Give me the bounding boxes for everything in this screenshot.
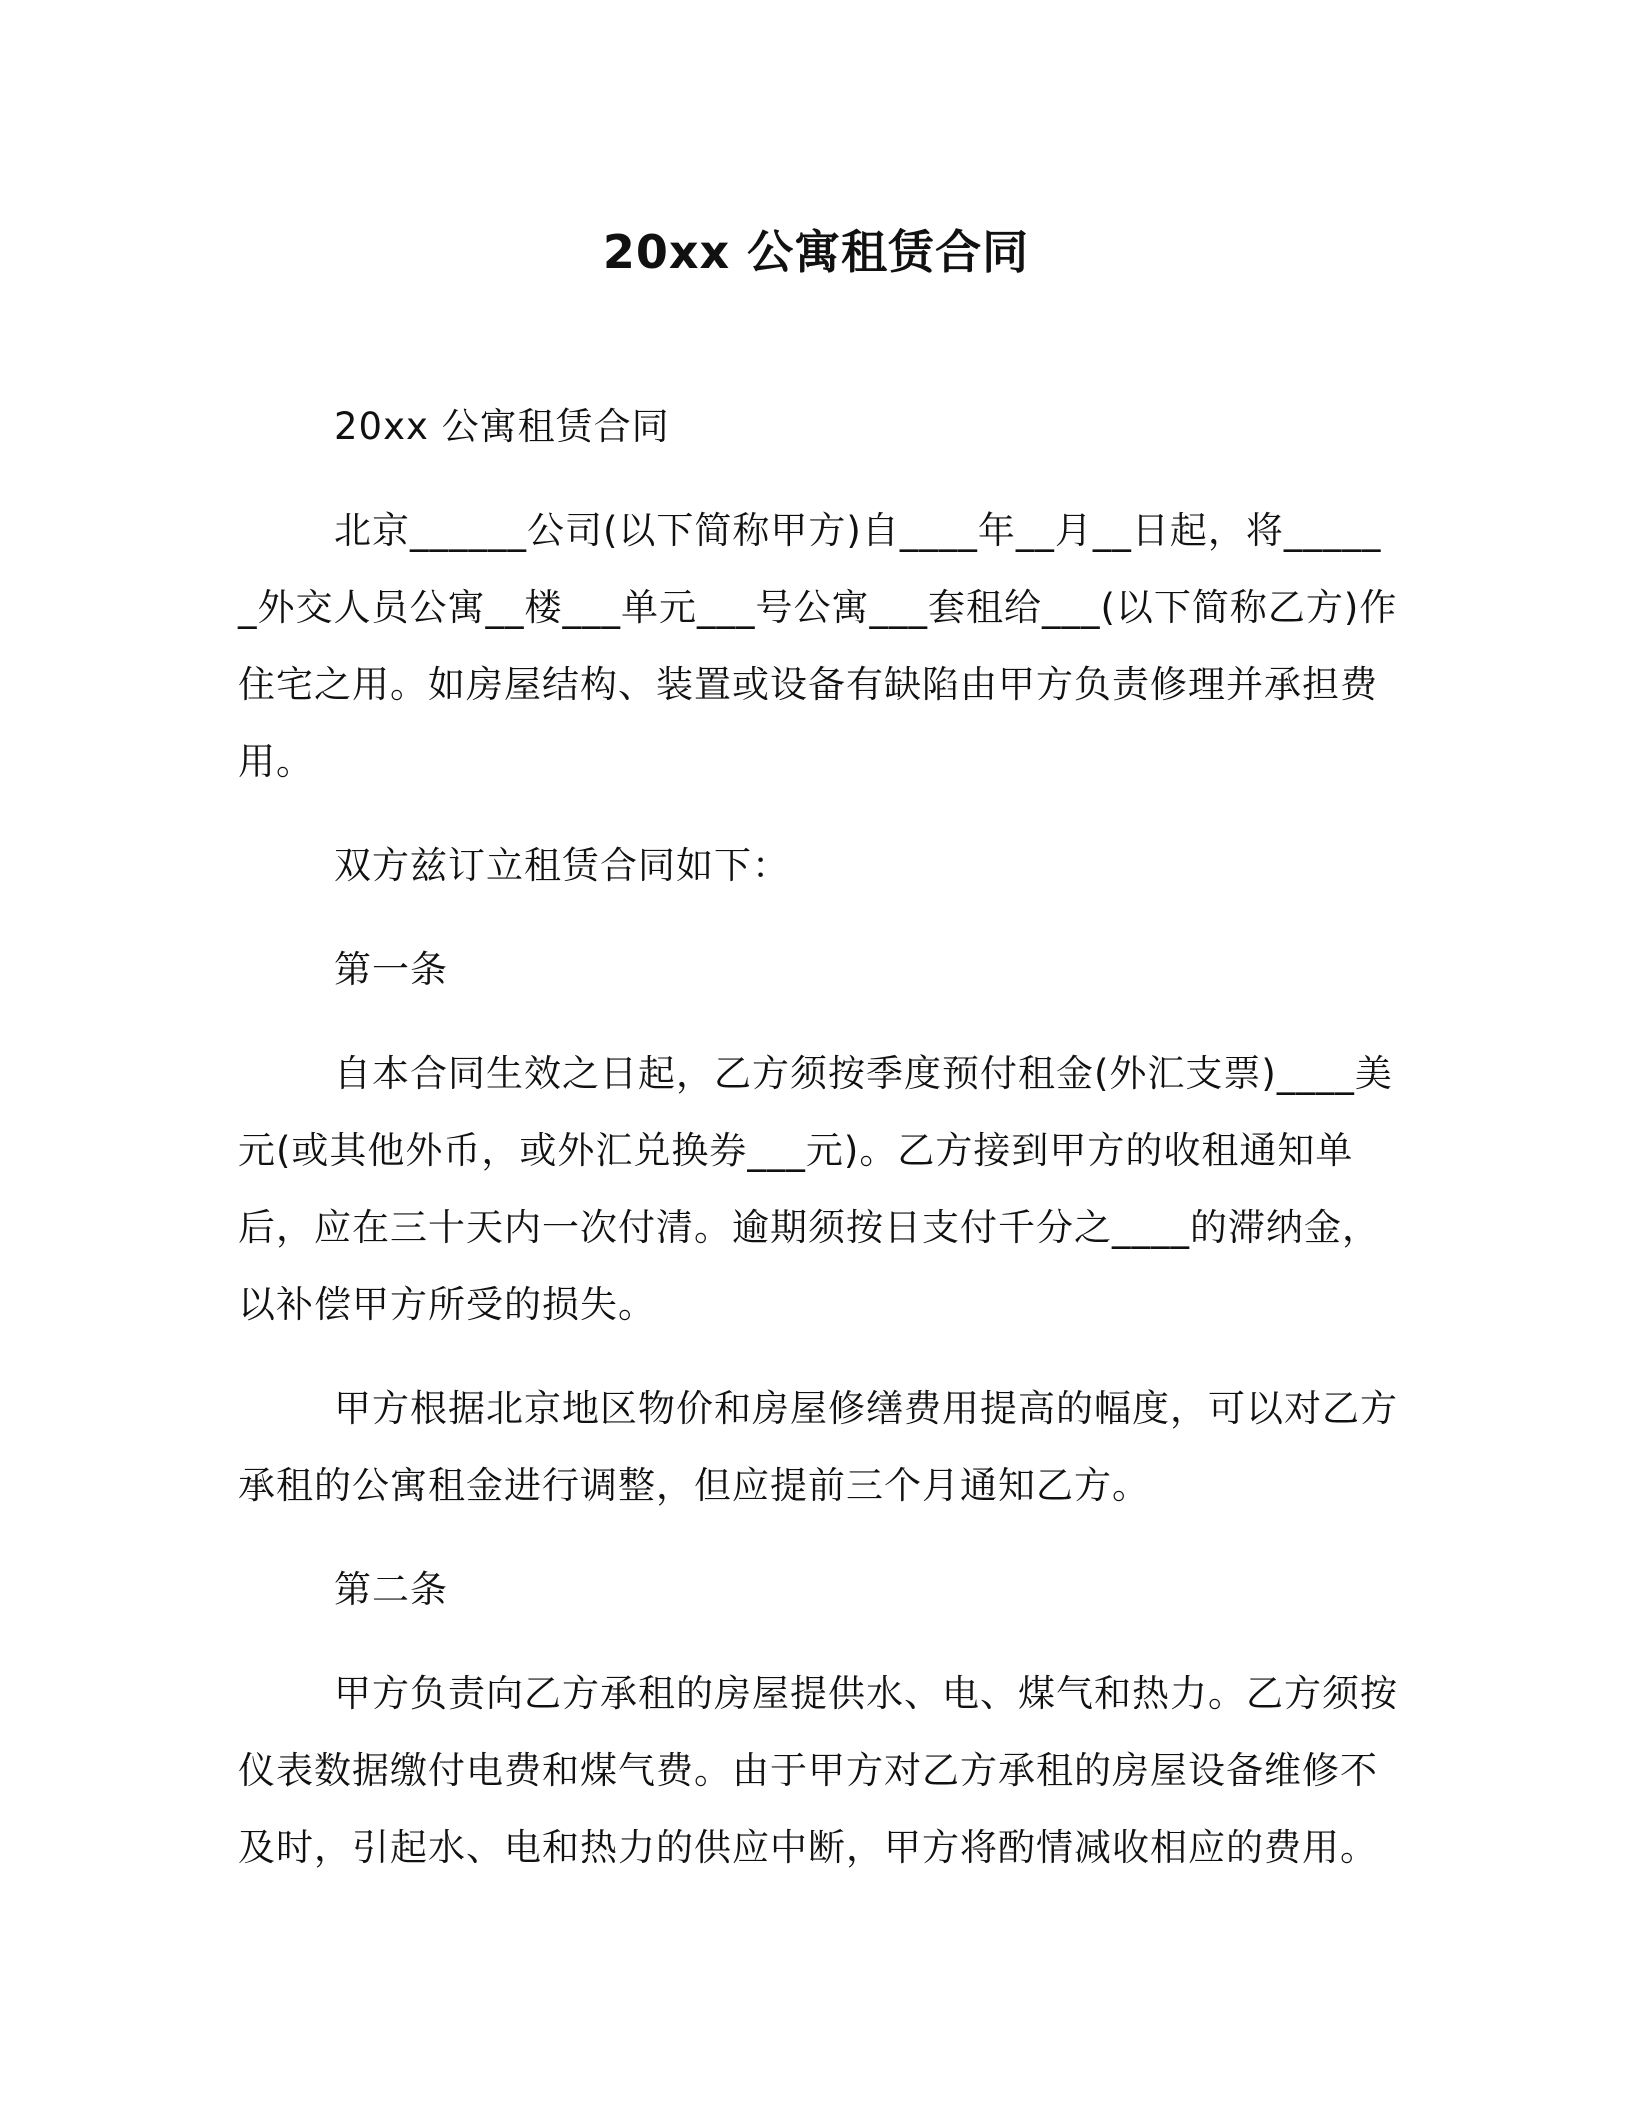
paragraph-subtitle: 20xx 公寓租赁合同: [334, 405, 670, 448]
paragraph-rent-adjustment: 甲方根据北京地区物价和房屋修缮费用提高的幅度，可以对乙方承租的公寓租金进行调整，但应提前三个月通知乙方。: [238, 1387, 1398, 1507]
paragraph-agreement: 双方兹订立租赁合同如下：: [334, 844, 790, 887]
paragraph-rent-payment: 自本合同生效之日起，乙方须按季度预付租金(外汇支票)____美元(或其他外币，或外汇兑换券___元)。乙方接到甲方的收租通知单后，应在三十天内一次付清。逾期须按日支付千分之____的滞纳金，以补偿甲方所受的损失。: [238, 1052, 1393, 1326]
article-two-heading: 第二条: [334, 1568, 448, 1611]
article-one-heading: 第一条: [334, 948, 448, 991]
paragraph-utilities: 甲方负责向乙方承租的房屋提供水、电、煤气和热力。乙方须按仪表数据缴付电费和煤气费。由于甲方对乙方承租的房屋设备维修不及时，引起水、电和热力的供应中断，甲方将酌情减收相应的费用。: [238, 1672, 1398, 1869]
paragraph-intro: 北京______公司(以下简称甲方)自____年__月__日起，将______外交人员公寓__楼___单元___号公寓___套租给___(以下简称乙方)作住宅之用。如房屋结构、装置或设备有缺陷由甲方负责修理并承担费用。: [238, 509, 1398, 783]
document-title: 20xx 公寓租赁合同: [602, 225, 1030, 279]
document-body: [238, 388, 1398, 1913]
